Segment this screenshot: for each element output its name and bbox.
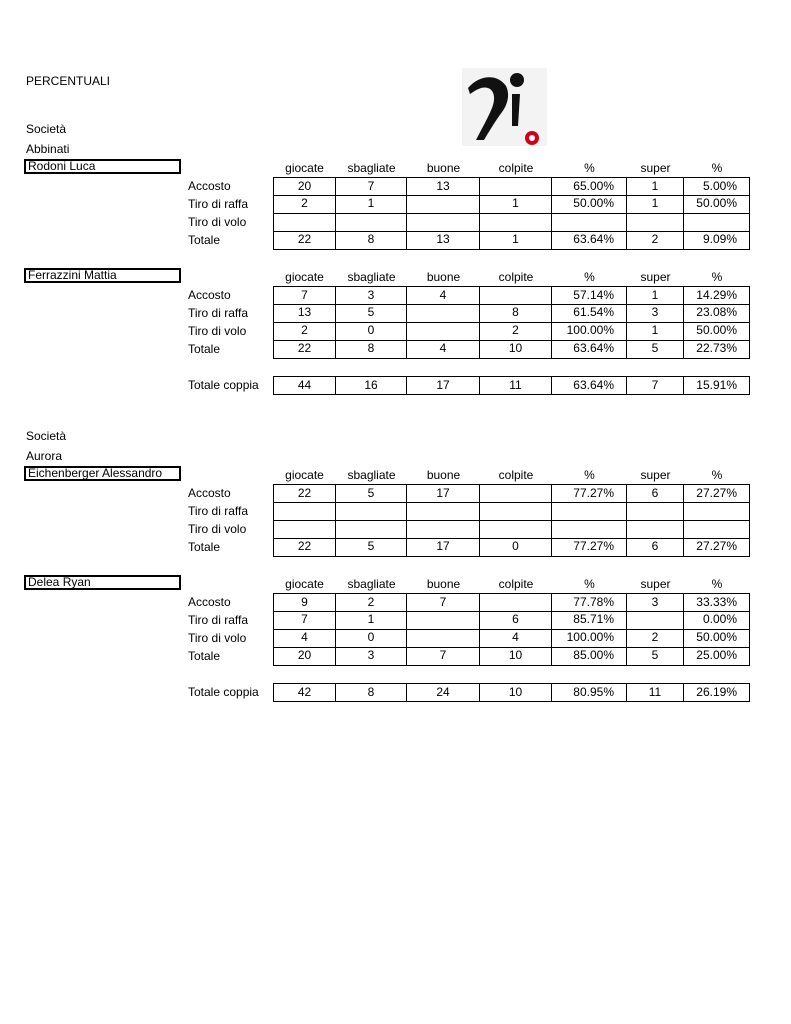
- player-name: Rodoni Luca: [24, 159, 181, 174]
- table-cell: [627, 520, 684, 539]
- column-header: colpite: [498, 161, 534, 175]
- table-cell: 20: [273, 647, 336, 666]
- table-cell: 77.27%: [552, 484, 627, 503]
- table-cell: [627, 213, 684, 232]
- row-label: Tiro di raffa: [188, 504, 249, 518]
- column-header: sbagliate: [347, 161, 396, 175]
- table-cell: 50.00%: [684, 195, 750, 214]
- table-cell: [480, 213, 552, 232]
- table-cell: 1: [627, 177, 684, 196]
- table-cell: 9.09%: [684, 231, 750, 250]
- table-cell: [407, 502, 480, 521]
- table-cell: 8: [336, 683, 407, 702]
- table-cell: 11: [480, 376, 552, 395]
- table-cell: 13: [407, 231, 480, 250]
- row-label: Accosto: [188, 179, 231, 193]
- column-header: buone: [426, 577, 461, 591]
- table-cell: 23.08%: [684, 304, 750, 323]
- table-cell: 0: [336, 322, 407, 341]
- table-cell: 5: [336, 538, 407, 557]
- table-cell: 13: [407, 177, 480, 196]
- table-cell: 50.00%: [684, 322, 750, 341]
- table-cell: [480, 286, 552, 305]
- table-cell: 42: [273, 683, 336, 702]
- table-cell: 6: [627, 484, 684, 503]
- table-cell: 7: [407, 647, 480, 666]
- table-cell: 4: [407, 286, 480, 305]
- table-cell: 24: [407, 683, 480, 702]
- table-cell: 11: [627, 683, 684, 702]
- table-cell: 10: [480, 647, 552, 666]
- table-cell: 33.33%: [684, 593, 750, 612]
- row-label: Tiro di volo: [188, 215, 247, 229]
- table-cell: 5: [627, 647, 684, 666]
- table-cell: 50.00%: [552, 195, 627, 214]
- table-cell: 9: [273, 593, 336, 612]
- team-name: Aurora: [26, 449, 63, 463]
- table-cell: 2: [273, 195, 336, 214]
- table-cell: [552, 520, 627, 539]
- bocce-player-logo-icon: [462, 68, 547, 146]
- couple-total-label: Totale coppia: [188, 685, 259, 699]
- table-cell: 5: [336, 484, 407, 503]
- table-cell: 17: [407, 538, 480, 557]
- table-cell: 100.00%: [552, 629, 627, 648]
- table-cell: 7: [627, 376, 684, 395]
- table-cell: 22: [273, 484, 336, 503]
- table-cell: 0.00%: [684, 611, 750, 630]
- table-cell: 22: [273, 340, 336, 359]
- table-cell: 25.00%: [684, 647, 750, 666]
- table-cell: 7: [273, 286, 336, 305]
- table-cell: 2: [273, 322, 336, 341]
- column-header: colpite: [498, 468, 534, 482]
- table-cell: 4: [407, 340, 480, 359]
- table-cell: 17: [407, 376, 480, 395]
- table-cell: 16: [336, 376, 407, 395]
- row-label: Accosto: [188, 288, 231, 302]
- row-label: Totale: [188, 342, 221, 356]
- player-name: Eichenberger Alessandro: [24, 466, 181, 481]
- column-header: %: [711, 468, 723, 482]
- table-cell: [336, 502, 407, 521]
- table-cell: [480, 520, 552, 539]
- table-cell: 1: [336, 195, 407, 214]
- table-cell: 26.19%: [684, 683, 750, 702]
- row-label: Tiro di raffa: [188, 197, 249, 211]
- column-header: giocate: [285, 468, 324, 482]
- table-cell: 2: [627, 629, 684, 648]
- table-cell: 2: [627, 231, 684, 250]
- table-cell: 10: [480, 683, 552, 702]
- table-cell: [273, 213, 336, 232]
- table-cell: [336, 213, 407, 232]
- table-cell: 27.27%: [684, 538, 750, 557]
- table-cell: [480, 502, 552, 521]
- table-cell: 10: [480, 340, 552, 359]
- column-header: %: [711, 161, 723, 175]
- column-header: buone: [426, 468, 461, 482]
- table-cell: 8: [480, 304, 552, 323]
- column-header: super: [640, 577, 671, 591]
- table-cell: 3: [336, 286, 407, 305]
- table-cell: 15.91%: [684, 376, 750, 395]
- table-cell: [407, 322, 480, 341]
- table-cell: 1: [627, 286, 684, 305]
- column-header: %: [584, 468, 595, 482]
- table-cell: [627, 611, 684, 630]
- table-cell: 22: [273, 231, 336, 250]
- column-header: sbagliate: [347, 270, 396, 284]
- table-cell: [552, 213, 627, 232]
- column-header: colpite: [498, 577, 534, 591]
- team-name: Abbinati: [26, 142, 70, 156]
- player-name: Delea Ryan: [24, 575, 181, 590]
- table-cell: 5.00%: [684, 177, 750, 196]
- table-cell: [552, 502, 627, 521]
- column-header: sbagliate: [347, 468, 396, 482]
- societa-label: Società: [26, 429, 67, 443]
- table-cell: 50.00%: [684, 629, 750, 648]
- table-cell: 17: [407, 484, 480, 503]
- table-cell: [407, 304, 480, 323]
- table-cell: 22: [273, 538, 336, 557]
- table-cell: 20: [273, 177, 336, 196]
- column-header: buone: [426, 161, 461, 175]
- societa-label: Società: [26, 122, 67, 136]
- table-cell: 63.64%: [552, 340, 627, 359]
- table-cell: 65.00%: [552, 177, 627, 196]
- table-cell: 57.14%: [552, 286, 627, 305]
- table-cell: 77.27%: [552, 538, 627, 557]
- table-cell: [407, 195, 480, 214]
- table-cell: 2: [480, 322, 552, 341]
- table-cell: [480, 484, 552, 503]
- table-cell: 14.29%: [684, 286, 750, 305]
- couple-total-label: Totale coppia: [188, 378, 259, 392]
- row-label: Totale: [188, 233, 221, 247]
- column-header: super: [640, 270, 671, 284]
- row-label: Accosto: [188, 486, 231, 500]
- table-cell: 4: [273, 629, 336, 648]
- table-cell: 8: [336, 231, 407, 250]
- table-cell: 7: [407, 593, 480, 612]
- table-cell: [407, 629, 480, 648]
- table-cell: 5: [336, 304, 407, 323]
- column-header: %: [584, 270, 595, 284]
- row-label: Tiro di raffa: [188, 613, 249, 627]
- column-header: giocate: [285, 577, 324, 591]
- table-cell: 0: [480, 538, 552, 557]
- table-cell: 1: [480, 231, 552, 250]
- table-cell: 3: [627, 593, 684, 612]
- table-cell: [684, 520, 750, 539]
- row-label: Accosto: [188, 595, 231, 609]
- table-cell: 1: [336, 611, 407, 630]
- column-header: giocate: [285, 161, 324, 175]
- page-title: PERCENTUALI: [26, 74, 111, 88]
- table-cell: [273, 520, 336, 539]
- table-cell: 2: [336, 593, 407, 612]
- table-cell: 8: [336, 340, 407, 359]
- row-label: Totale: [188, 540, 221, 554]
- table-cell: [407, 520, 480, 539]
- table-cell: 3: [627, 304, 684, 323]
- table-cell: 22.73%: [684, 340, 750, 359]
- table-cell: [407, 213, 480, 232]
- row-label: Tiro di volo: [188, 631, 247, 645]
- table-cell: 4: [480, 629, 552, 648]
- table-cell: 1: [480, 195, 552, 214]
- table-cell: 61.54%: [552, 304, 627, 323]
- table-cell: [336, 520, 407, 539]
- column-header: sbagliate: [347, 577, 396, 591]
- row-label: Totale: [188, 649, 221, 663]
- table-cell: 100.00%: [552, 322, 627, 341]
- table-cell: 85.71%: [552, 611, 627, 630]
- column-header: colpite: [498, 270, 534, 284]
- table-cell: [273, 502, 336, 521]
- table-cell: 6: [627, 538, 684, 557]
- table-cell: [480, 593, 552, 612]
- column-header: super: [640, 161, 671, 175]
- table-cell: 63.64%: [552, 231, 627, 250]
- table-cell: 1: [627, 322, 684, 341]
- column-header: %: [711, 270, 723, 284]
- column-header: %: [584, 161, 595, 175]
- table-cell: 5: [627, 340, 684, 359]
- table-cell: [407, 611, 480, 630]
- table-cell: 3: [336, 647, 407, 666]
- column-header: %: [711, 577, 723, 591]
- table-cell: [480, 177, 552, 196]
- table-cell: 85.00%: [552, 647, 627, 666]
- player-name: Ferrazzini Mattia: [24, 268, 181, 283]
- table-cell: 13: [273, 304, 336, 323]
- row-label: Tiro di raffa: [188, 306, 249, 320]
- column-header: %: [584, 577, 595, 591]
- table-cell: 27.27%: [684, 484, 750, 503]
- row-label: Tiro di volo: [188, 522, 247, 536]
- table-cell: 63.64%: [552, 376, 627, 395]
- table-cell: 77.78%: [552, 593, 627, 612]
- table-cell: 7: [336, 177, 407, 196]
- table-cell: 7: [273, 611, 336, 630]
- table-cell: 6: [480, 611, 552, 630]
- column-header: giocate: [285, 270, 324, 284]
- column-header: super: [640, 468, 671, 482]
- row-label: Tiro di volo: [188, 324, 247, 338]
- table-cell: 44: [273, 376, 336, 395]
- table-cell: 1: [627, 195, 684, 214]
- table-cell: [684, 502, 750, 521]
- table-cell: 80.95%: [552, 683, 627, 702]
- column-header: buone: [426, 270, 461, 284]
- table-cell: 0: [336, 629, 407, 648]
- table-cell: [684, 213, 750, 232]
- table-cell: [627, 502, 684, 521]
